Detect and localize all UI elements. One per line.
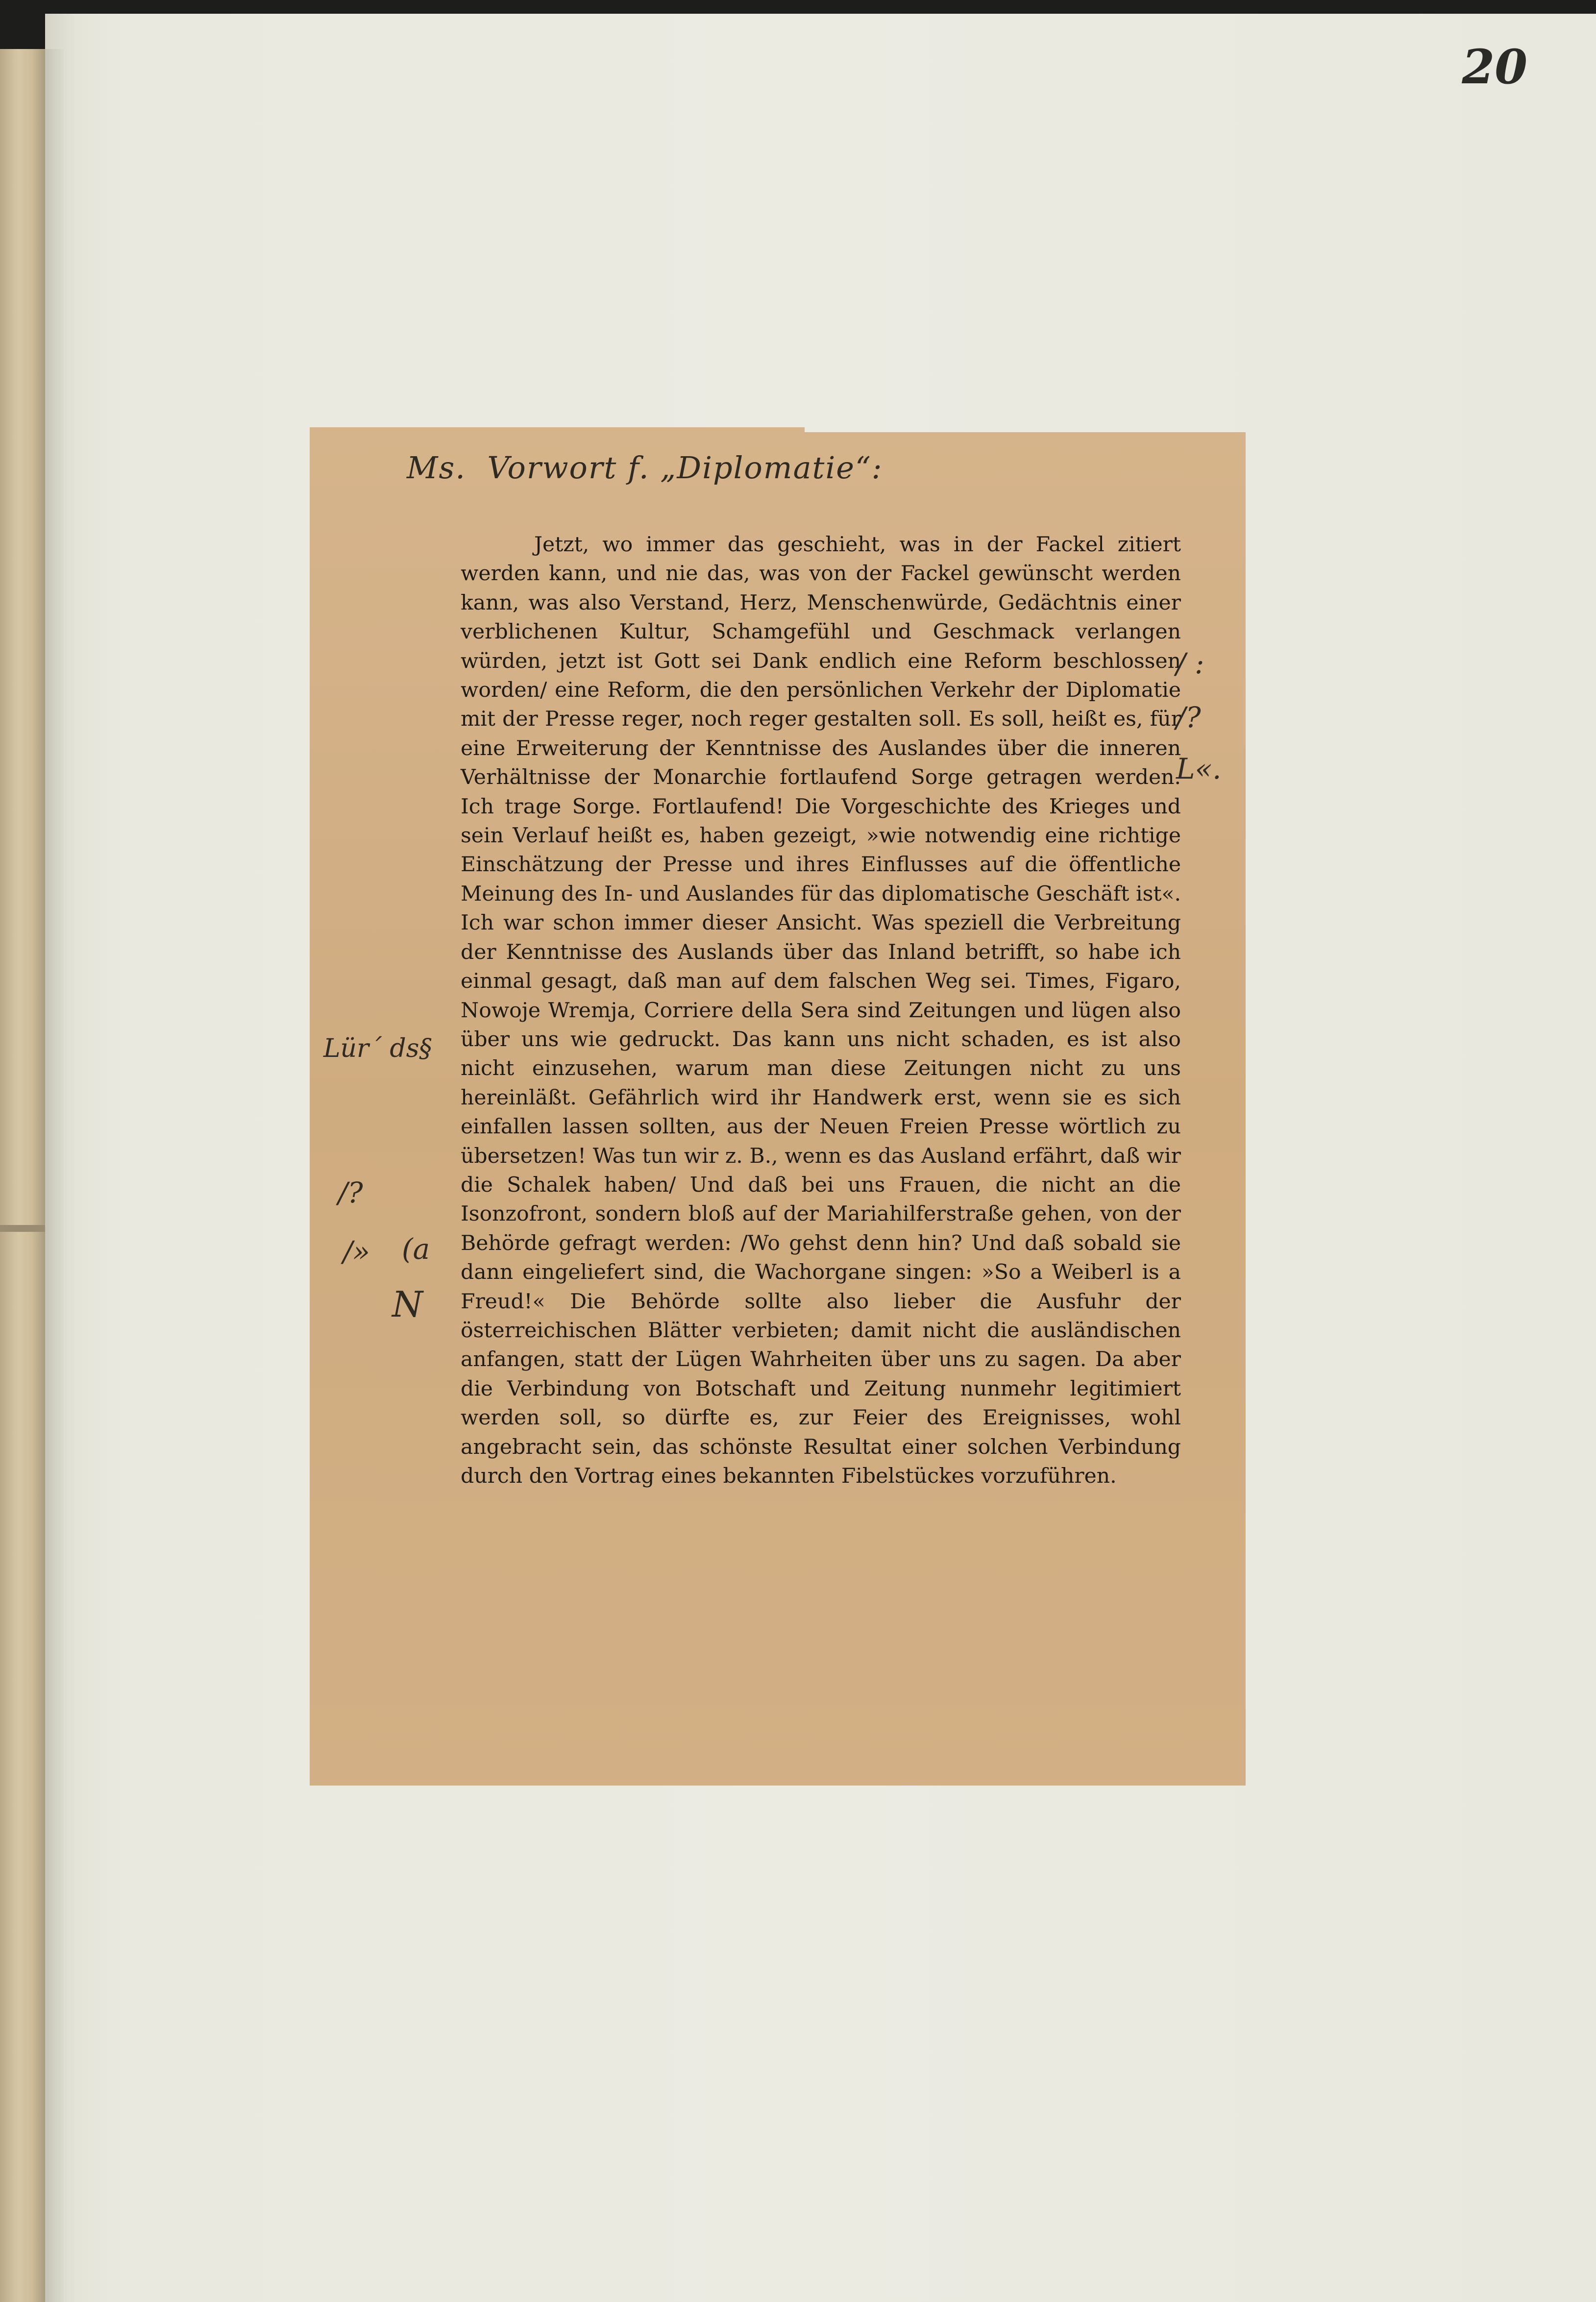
handwritten-header-note: Ms. Vorwort f. „Diplomatie“: — [407, 450, 883, 486]
page-gutter-shadow — [45, 49, 64, 2302]
margin-note-left-2: /? — [338, 1176, 363, 1209]
margin-note-left-1: Lür´ ds§ — [323, 1034, 432, 1063]
clipping-paragraph: Jetzt, wo immer das geschieht, was in der Fackel zitiert werden kann, und nie das, was von der Fackel gewünscht werden kann, was also Verstand, Herz, Menschenwürde, Gedächtnis einer verblichenen Kultur, Schamgefühl und Geschmack verlangen würden, jetzt ist Gott sei Dank endlich eine Reform beschlossen worden/ eine Reform, die den persönlichen Verkehr der Diplomatie mit der Presse reger, noch reger gestalten soll. Es soll, heißt es, für eine Erweiterung der Kenntnisse des Auslandes über die inneren Verhältnisse der Monarchie fortlaufend Sorge getragen werden. Ich trage Sorge. Fortlaufend! Die Vorgeschichte des Krieges und sein Verlauf heißt es, haben gezeigt, »wie notwendig eine richtige Einschätzung der Presse und ihres Einflusses auf die öffentliche Meinung des In- und Auslandes für das diplomatische Geschäft ist«. Ich war schon immer dieser Ansicht. Was speziell die Verbreitung der Kenntnisse des Auslands über das Inland betrifft, so habe ich einmal gesagt, daß man auf dem falschen Weg sei. Times, Figaro, Nowoje Wremja, Corriere della Sera sind Zeitungen und lügen also über uns wie gedruckt. Das kann uns nicht schaden, es ist also nicht einzusehen, warum man diese Zeitungen nicht zu uns hereinläßt. Gefährlich wird ihr Handwerk erst, wenn sie es sich einfallen lassen sollten, aus der Neuen Freien Presse wörtlich zu übersetzen! Was tun wir z. B., wenn es das Ausland erfährt, daß wir die Schalek haben/ Und daß bei uns Frauen, die nicht an die Isonzofront, sondern bloß auf der Mariahilferstraße gehen, von der Behörde gefragt werden: /Wo gehst denn hin? Und daß sobald sie dann eingeliefert sind, die Wachorgane singen: »So a Weiberl is a Freud!« Die Behörde sollte also lieber die Ausfuhr der österreichischen Blätter verbieten; damit nicht die ausländischen anfangen, statt der Lügen Wahrheiten über uns zu sagen. Da aber die Verbindung von Botschaft und Zeitung nunmehr legitimiert werden soll, so dürfte es, zur Feier des Ereignisses, wohl angebracht sein, das schönste Resultat einer solchen Verbindung durch den Vortrag eines bekannten Fibelstückes vorzuführen. — [461, 533, 1181, 1488]
margin-note-right-2: /? — [1176, 701, 1201, 734]
binding-strip — [0, 49, 46, 2302]
margin-note-right-1: / : — [1176, 647, 1204, 680]
clipping-body-text — [461, 530, 1181, 1491]
margin-note-left-4: (a — [402, 1232, 430, 1266]
page-number: 20 — [1462, 39, 1527, 95]
margin-note-right-3: L«. — [1176, 752, 1222, 785]
margin-note-left-5: N — [392, 1284, 423, 1325]
margin-note-left-3: /» — [343, 1235, 370, 1268]
